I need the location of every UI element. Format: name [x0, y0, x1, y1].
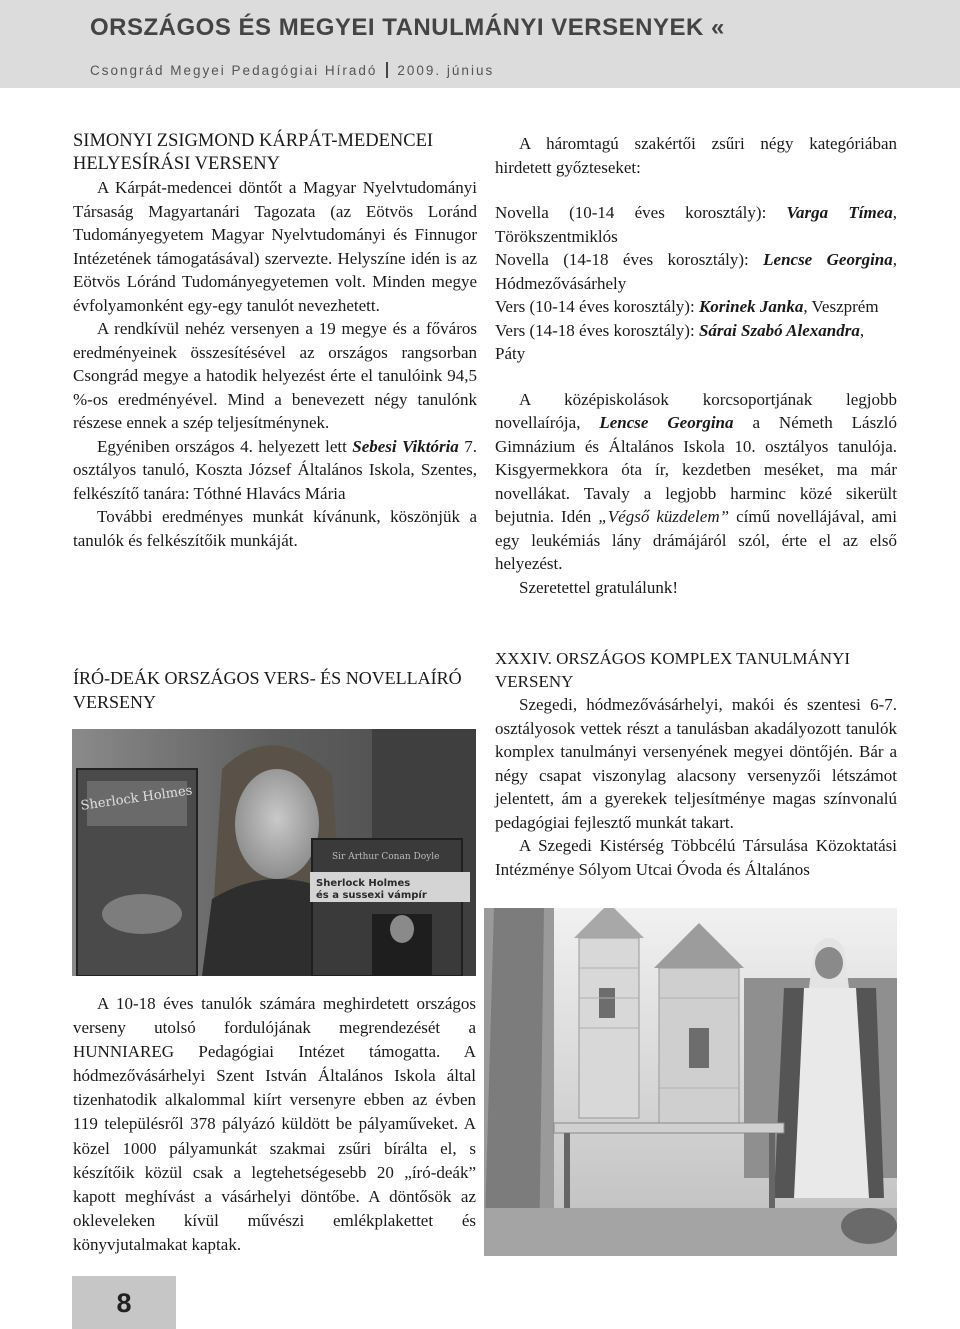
page-header [0, 0, 960, 88]
jury-results [495, 132, 897, 599]
separator-bar [386, 62, 388, 78]
article-title-line1: SIMONYI ZSIGMOND KÁRPÁT-MEDENCEI [73, 131, 434, 151]
article-title: XXXIV. ORSZÁGOS KOMPLEX TANULMÁNYI VERSENY [495, 649, 851, 691]
paragraph: A háromtagú szakértői zsűri négy kategóriában hirdetett győzteseket: [495, 134, 897, 177]
article-title-line2: HELYESÍRÁSI VERSENY [73, 154, 280, 174]
paragraph: A 10-18 éves tanulók számára meghirdetett országos verseny utolsó fordulójának megrendezését a HUNNIAREG Pedagógiai Intézet támogatta. A hódmezővásárhelyi Szent István Általános Iskola által tizenhatodik alkalommal kiírt versenyre ebben az évben 119 településről 378 pályázó küldött be pályaműveket. A közel 1000 pályamunkát szakmai zsűri bírálta el, s készítőik közül csak a legtehetségesebb 20 „író-deák” kapott meghívást a vásárhelyi döntőbe. A döntősök az okleveleken kívül művészi emlékplakettet és könyvjutalmakat kaptak. [73, 994, 476, 1254]
winner-name: Sebesi Viktória [352, 436, 459, 456]
winner-entry: Vers (14-18 éves korosztály): Sárai Szabó Alexandra, Páty [495, 320, 865, 363]
winners-list [495, 201, 897, 366]
article-komplex [495, 647, 897, 881]
book-title-text: Sherlock Holmes [79, 783, 194, 814]
winner-entry: Novella (10-14 éves korosztály): Varga Tímea, Törökszentmiklós [495, 203, 897, 246]
paragraph: További eredményes munkát kívánunk, köszönjük a tanulók és felkészítőik munkáját. [73, 507, 477, 550]
section-title: ORSZÁGOS ÉS MEGYEI TANULMÁNYI VERSENYEK « [90, 14, 725, 41]
paragraph: Szegedi, hódmezővásárhelyi, makói és szentesi 6-7. osztályosok vettek részt a tanulásban akadályozott tanulók komplex tanulmányi versenyének megyei döntőjén. Bár a négy csapat viszonylag alacsony versenyzői létszámot jelentett, ám a gyerekek teljesítménye magas színvonalú pedagógiai fejlesztő munkát takart. [495, 695, 897, 832]
paragraph: A Kárpát-medencei döntőt a Magyar Nyelvtudományi Társaság Magyartanári Tagozata (az Eötvös Loránd Tudományegyetem Magyar Nyelvtudományi és Finnugor Intézetének támogatásával) szervezte. Helyszíne idén is az Eötvös Lóránd Tudományegyetemen volt. Minden megye évfolyamonként egy-egy tanulót nevezhetett. [73, 178, 477, 315]
work-title: „Végső küzdelem” [598, 507, 730, 526]
congratulation: Szeretettel gratulálunk! [519, 577, 679, 597]
paragraph: A középiskolások korcsoportjának legjobb novellaírója, Lencse Georgina a Németh László Gimnázium és Általános Iskola 10. osztályos tanulója. Kisgyermekkora óta ír, kezdetben meséket, ma már novellákat. Tavaly a legjobb harminc közé sikerült bejutnia. Idén „Végső küzdelem” című novellájával, ami egy leukémiás lány drámájáról szól, érte el az első helyezést. [495, 389, 897, 573]
publication-date: 2009. június [397, 63, 495, 78]
page-number-box [72, 1276, 176, 1329]
article-iro-deak-body [73, 992, 476, 1257]
publication-name: Csongrád Megyei Pedagógiai Híradó [90, 63, 378, 78]
article-iro-deak-heading [73, 666, 477, 714]
paragraph: A Szegedi Kistérség Többcélú Társulása Közoktatási Intézménye Sólyom Utcai Óvoda és Általános [495, 836, 897, 879]
book-author-text: Sir Arthur Conan Doyle [332, 852, 440, 862]
winner-entry: Vers (10-14 éves korosztály): Korinek Janka, Veszprém [495, 297, 879, 316]
article-title: ÍRÓ-DEÁK ORSZÁGOS VERS- ÉS NOVELLAÍRÓ VERSENY [73, 668, 462, 712]
book-cover-title: Sherlock Holmes [316, 878, 411, 889]
student-photo [72, 729, 476, 976]
book-cover-subtitle: és a sussexi vámpír [316, 890, 427, 901]
paragraph: Egyéniben országos 4. helyezett lett Sebesi Viktória 7. osztályos tanuló, Koszta József Általános Iskola, Szentes, felkészítő tanára: Tóthné Hlavács Mária [73, 436, 477, 503]
article-helyesirasi [73, 130, 477, 552]
page-number: 8 [116, 1288, 132, 1318]
publication-line [90, 62, 494, 78]
winner-entry: Novella (14-18 éves korosztály): Lencse Georgina, Hódmezővásárhely [495, 250, 897, 293]
winner-name: Lencse Georgina [599, 413, 734, 432]
paragraph: A rendkívül nehéz versenyen a 19 megye és a főváros eredményeinek összesítésével az országos rangsorban Csongrád megye a hatodik helyezést érte el tanulóink 94,5 %-os eredményével. Mind a benevezett négy tanulónk részese ennek a szép teljesítménynek. [73, 319, 477, 432]
stage-photo [484, 908, 897, 1256]
